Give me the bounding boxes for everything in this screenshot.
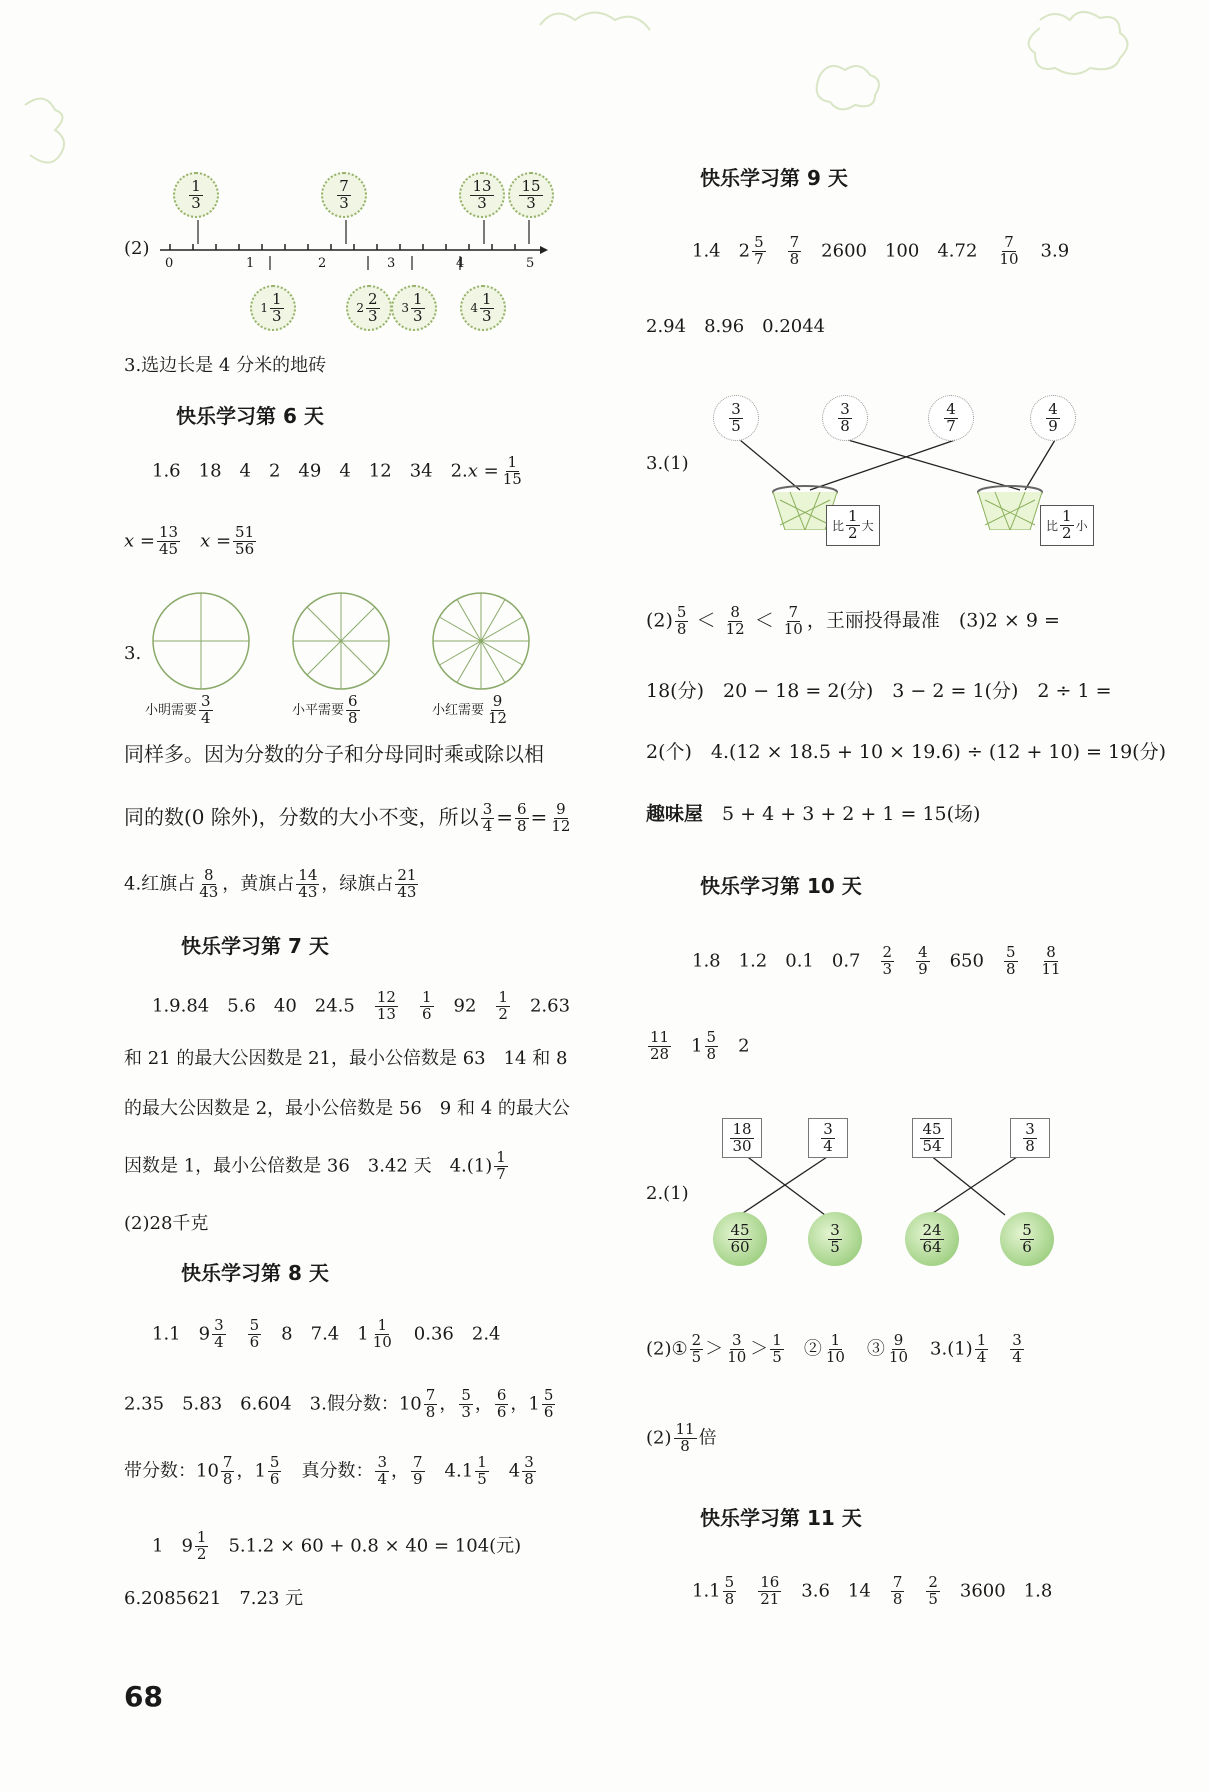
- day10-q1: 1.8 1.2 0.1 0.7 $\frac{2}{3}$ $\frac{4}{9}$ 650 $\frac{5}{8}$ $\frac{8}{11}$: [692, 943, 1061, 978]
- tick-0: 0: [165, 256, 174, 271]
- flower-bottom-3: 3 $\frac{1}{3}$: [391, 285, 437, 331]
- day6-q3-label: 3.: [124, 643, 142, 664]
- day8-q4: 1 9 $\frac{1}{2}$ 5.1.2 × 60 + 0.8 × 40 = 104(元): [152, 1528, 522, 1563]
- flower-bottom-4: 4 $\frac{1}{3}$: [460, 285, 506, 331]
- board-3: $\frac{45}{54}$: [912, 1118, 952, 1158]
- tick-5: 5: [526, 256, 535, 271]
- day7-q1: 1.9.84 5.6 40 24.5 $\frac{12}{13}$ $\frac{1}{6}$ 92 $\frac{1}{2}$ 2.63: [152, 988, 571, 1023]
- ball-3: $\frac{4}{7}$: [928, 395, 974, 441]
- day6-x-values: x = $\frac{13}{45}$ x = $\frac{51}{56}$: [124, 523, 255, 558]
- ball-4: $\frac{4}{9}$: [1030, 395, 1076, 441]
- day8-q3: 带分数：10 $\frac{7}{8}$ ，1 $\frac{5}{6}$ 真分数： $\frac{3}{4}$ ， $\frac{7}{9}$ 4.1 $\frac{1}{5}$ 4 $\frac{3}{8}$: [124, 1453, 534, 1488]
- board-2: $\frac{3}{4}$: [808, 1118, 848, 1158]
- flower-top-1: $\frac{1}{3}$: [173, 172, 219, 218]
- circle-twelfths: [430, 590, 532, 692]
- day7-line3: 的最大公因数是 2，最小公倍数是 56 9 和 4 的最大公: [124, 1098, 570, 1119]
- flower-bottom-1: 1 $\frac{1}{3}$: [250, 285, 296, 331]
- circle-eighths: [290, 590, 392, 692]
- page-number: 68: [124, 1680, 163, 1713]
- circle-quarters: [150, 590, 252, 692]
- day10-q2-label: 2.(1): [646, 1183, 689, 1204]
- sign-greater-half: 比 $\frac{1}{2}$ 大: [826, 505, 880, 546]
- sign-less-half: 比 $\frac{1}{2}$ 小: [1040, 505, 1094, 546]
- green-ball-4: $\frac{5}{6}$: [1000, 1212, 1054, 1266]
- day7-title: 快乐学习第 7 天: [181, 934, 329, 958]
- number-line: [150, 220, 550, 270]
- numberline-label: (2): [124, 238, 150, 259]
- day11-title: 快乐学习第 11 天: [700, 1506, 862, 1530]
- day10-q2-2: (2)① $\frac{2}{5}$ ＞ $\frac{3}{10}$ ＞ $\frac{1}{5}$ ② $\frac{1}{10}$ ③ $\frac{9}{10}$ 3.(1) $\frac{1}{4}$ $\frac{3}{4}$: [646, 1331, 1022, 1366]
- ball-2: $\frac{3}{8}$: [822, 395, 868, 441]
- day9-line6: 2(个) 4.(12 × 18.5 + 10 × 19.6) ÷ (12 + 10) = 19(分): [646, 741, 1167, 763]
- caption-xiaohong: 小红需要 $\frac{9}{12}$: [432, 692, 508, 727]
- day9-q2: 2.94 8.96 0.2044: [646, 316, 826, 337]
- green-ball-1: $\frac{45}{60}$: [713, 1212, 767, 1266]
- flower-top-2: $\frac{7}{3}$: [321, 172, 367, 218]
- q3-previous: 3.选边长是 4 分米的地砖: [124, 355, 327, 376]
- day7-line2: 和 21 的最大公因数是 21，最小公倍数是 63 14 和 8: [124, 1048, 568, 1069]
- day9-q3-2: (2) $\frac{5}{8}$ ＜ $\frac{8}{12}$ ＜ $\frac{7}{10}$ ，王丽投得最准 (3)2 × 9 =: [646, 603, 1060, 638]
- decorative-clouds: [0, 0, 1209, 200]
- day10-q3-2: (2) $\frac{11}{8}$ 倍: [646, 1420, 717, 1455]
- green-ball-2: $\frac{3}{5}$: [808, 1212, 862, 1266]
- day7-line4: 因数是 1，最小公倍数是 36 3.42 天 4.(1) $\frac{1}{7}$: [124, 1148, 506, 1183]
- day8-line5: 6.2085621 7.23 元: [124, 1588, 304, 1609]
- day8-title: 快乐学习第 8 天: [181, 1261, 329, 1285]
- caption-xiaoming: 小明需要 $\frac{3}{4}$: [145, 692, 211, 727]
- day8-q1: 1.1 9 $\frac{3}{4}$ $\frac{5}{6}$ 8 7.4 1 $\frac{1}{10}$ 0.36 2.4: [152, 1316, 501, 1351]
- day8-q2: 2.35 5.83 6.604 3.假分数：10 $\frac{7}{8}$ ， $\frac{5}{3}$ ， $\frac{6}{6}$ ，1 $\frac{5}{6}$: [124, 1386, 554, 1421]
- day7-line5: (2)28千克: [124, 1213, 209, 1234]
- day10-title: 快乐学习第 10 天: [700, 874, 862, 898]
- day9-title: 快乐学习第 9 天: [700, 166, 848, 190]
- day9-q3-label: 3.(1): [646, 453, 689, 474]
- ball-1: $\frac{3}{5}$: [713, 395, 759, 441]
- day9-fun: 趣味屋 5 + 4 + 3 + 2 + 1 = 15(场): [646, 803, 981, 825]
- day6-q4: 4.红旗占 $\frac{8}{43}$ ，黄旗占 $\frac{14}{43}$ ，绿旗占 $\frac{21}{43}$: [124, 866, 417, 901]
- day11-q1: 1.1 $\frac{5}{8}$ $\frac{16}{21}$ 3.6 14 $\frac{7}{8}$ $\frac{2}{5}$ 3600 1.8: [692, 1573, 1053, 1608]
- tick-4: 4: [456, 256, 465, 271]
- tick-2: 2: [318, 256, 327, 271]
- flower-bottom-2: 2 $\frac{2}{3}$: [346, 285, 392, 331]
- tick-1: 1: [246, 256, 255, 271]
- day6-q1: 1.6 18 4 2 49 4 12 34 2.x = $\frac{1}{15}$: [152, 453, 522, 488]
- board-1: $\frac{18}{30}$: [722, 1118, 762, 1158]
- green-ball-3: $\frac{24}{64}$: [905, 1212, 959, 1266]
- tick-3: 3: [387, 256, 396, 271]
- day6-explain-2: 同的数(0 除外)，分数的大小不变，所以 $\frac{3}{4}$ = $\frac{6}{8}$ = $\frac{9}{12}$: [124, 800, 571, 835]
- flower-top-4: $\frac{15}{3}$: [508, 172, 554, 218]
- board-4: $\frac{3}{8}$: [1010, 1118, 1050, 1158]
- caption-xiaoping: 小平需要 $\frac{6}{8}$: [292, 692, 358, 727]
- day6-title: 快乐学习第 6 天: [176, 404, 324, 428]
- flower-top-3: $\frac{13}{3}$: [459, 172, 505, 218]
- day9-line5: 18(分) 20 − 18 = 2(分) 3 − 2 = 1(分) 2 ÷ 1 =: [646, 680, 1112, 702]
- day10-q1-cont: $\frac{11}{28}$ 1 $\frac{5}{8}$ 2: [650, 1028, 750, 1063]
- day9-q1: 1.4 2 $\frac{5}{7}$ $\frac{7}{8}$ 2600 100 4.72 $\frac{7}{10}$ 3.9: [692, 233, 1070, 268]
- day6-explain-1: 同样多。因为分数的分子和分母同时乘或除以相: [124, 742, 544, 766]
